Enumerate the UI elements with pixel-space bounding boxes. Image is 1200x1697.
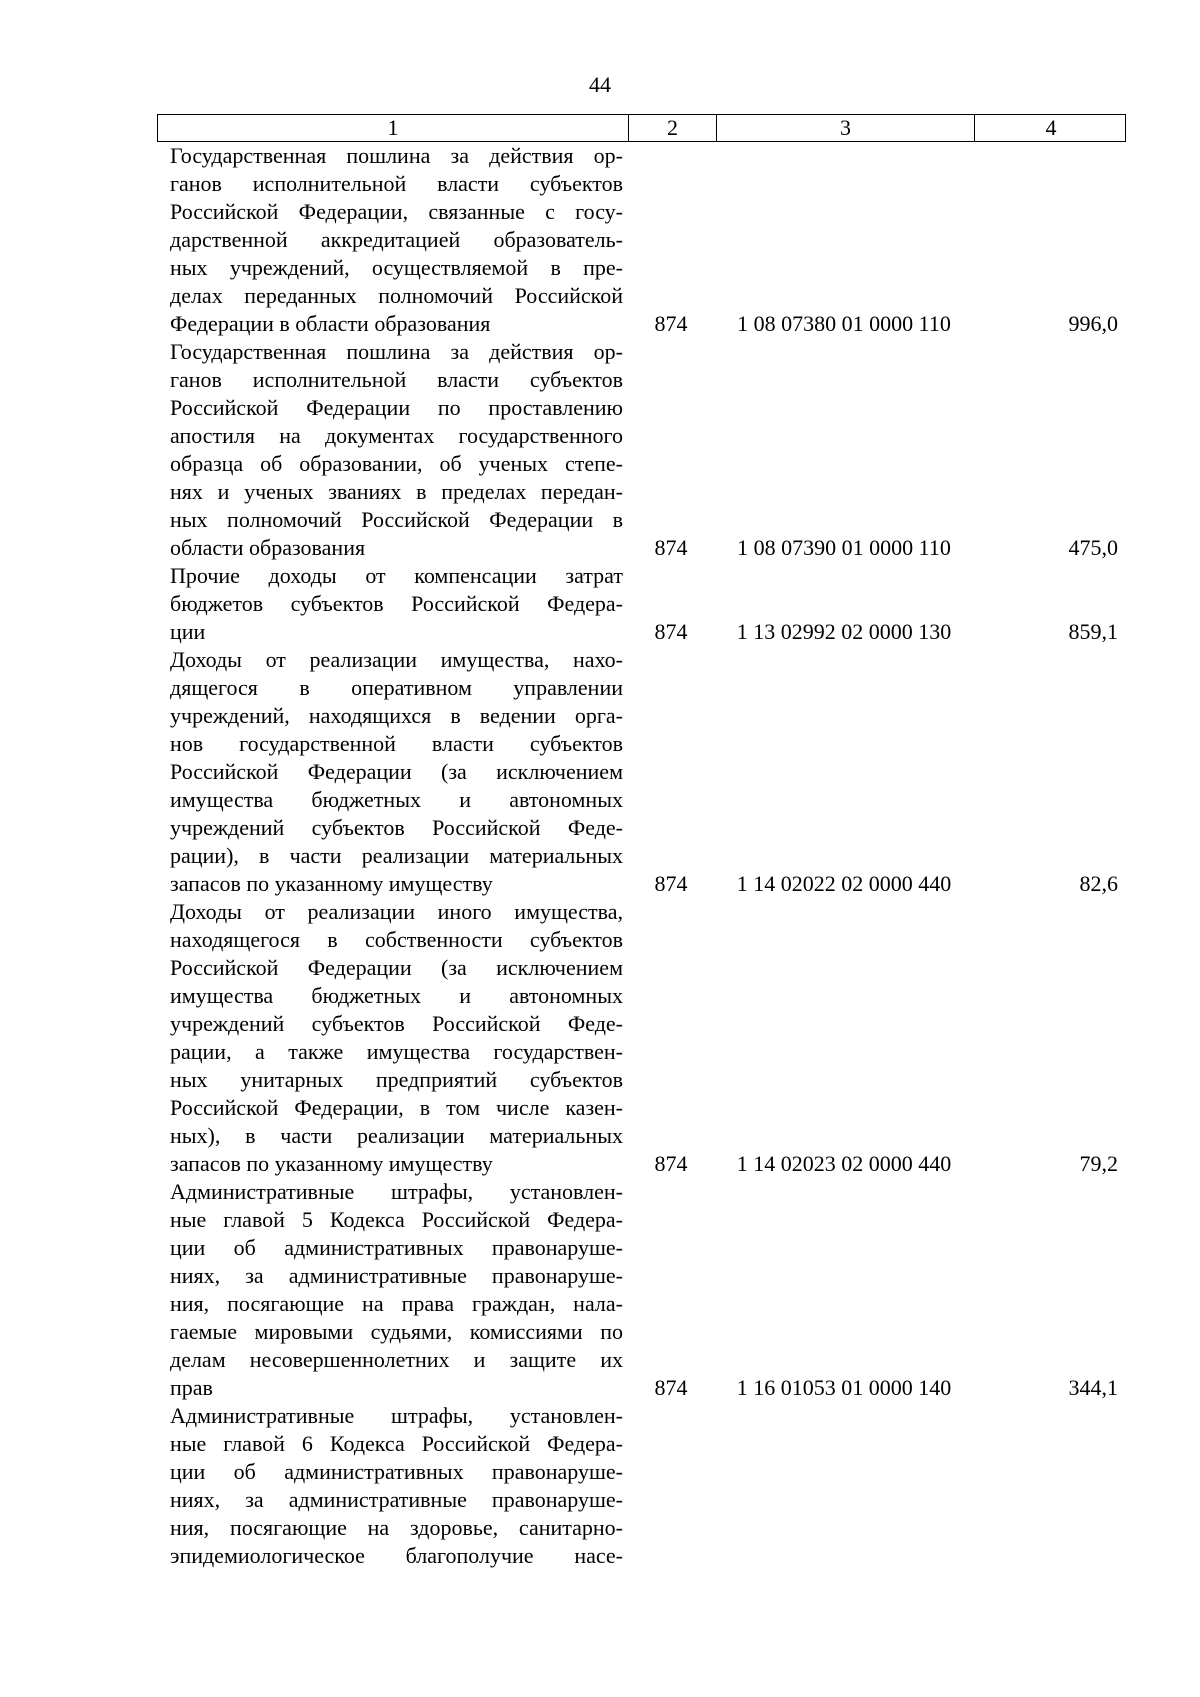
revenue-name-line: Государственная пошлина за действия ор- bbox=[170, 339, 623, 364]
admin-code-cell: 874 bbox=[654, 311, 688, 336]
admin-code-cell: 874 bbox=[654, 871, 688, 896]
budget-code-cell: 1 13 02992 02 0000 130 bbox=[736, 619, 952, 644]
revenue-name-line: ниях, за административные правонаруше- bbox=[170, 1263, 623, 1288]
revenue-name-line: рации, а также имущества государствен- bbox=[170, 1039, 623, 1064]
revenue-name-line: ции об административных правонаруше- bbox=[170, 1235, 623, 1260]
revenue-name-line: находящегося в собственности субъектов bbox=[170, 927, 623, 952]
revenue-name-line: Российской Федерации (за исключением bbox=[170, 759, 623, 784]
revenue-name-line: запасов по указанному имуществу bbox=[170, 1151, 493, 1176]
revenue-name-line: нях и ученых званиях в пределах передан- bbox=[170, 479, 623, 504]
revenue-name-line: ции bbox=[170, 619, 206, 644]
header-col-1: 1 bbox=[387, 115, 399, 140]
amount-cell: 79,2 bbox=[1079, 1151, 1118, 1176]
revenue-name-line: гаемые мировыми судьями, комиссиями по bbox=[170, 1319, 623, 1344]
revenue-table bbox=[157, 114, 1126, 1570]
revenue-name-line: эпидемиологическое благополучие насе- bbox=[170, 1543, 623, 1568]
table-row bbox=[157, 142, 1126, 338]
revenue-name-line: Государственная пошлина за действия ор- bbox=[170, 143, 623, 168]
revenue-name-line: апостиля на документах государственного bbox=[170, 423, 623, 448]
revenue-name-line: прав bbox=[170, 1375, 213, 1400]
revenue-name-cell bbox=[157, 1402, 627, 1570]
table-body bbox=[157, 142, 1126, 1570]
revenue-name-line: ные главой 6 Кодекса Российской Федера- bbox=[170, 1431, 623, 1456]
revenue-name-line: Прочие доходы от компенсации затрат bbox=[170, 563, 623, 588]
admin-code-cell: 874 bbox=[654, 1375, 688, 1400]
amount-cell: 859,1 bbox=[1068, 619, 1118, 644]
amount-cell: 344,1 bbox=[1068, 1375, 1118, 1400]
revenue-name-cell bbox=[157, 898, 627, 1178]
table-row bbox=[157, 898, 1126, 1178]
budget-code-cell: 1 08 07380 01 0000 110 bbox=[737, 311, 951, 336]
revenue-name-line: имущества бюджетных и автономных bbox=[170, 787, 623, 812]
table-header bbox=[157, 114, 1126, 142]
revenue-name-line: ганов исполнительной власти субъектов bbox=[170, 367, 623, 392]
budget-code-cell: 1 14 02022 02 0000 440 bbox=[736, 871, 952, 896]
revenue-name-cell bbox=[157, 562, 627, 646]
admin-code-cell: 874 bbox=[654, 535, 688, 560]
revenue-name-line: Доходы от реализации иного имущества, bbox=[170, 899, 623, 924]
revenue-name-line: ции об административных правонаруше- bbox=[170, 1459, 623, 1484]
header-col-3: 3 bbox=[716, 115, 974, 141]
revenue-name-line: ных полномочий Российской Федерации в bbox=[170, 507, 623, 532]
revenue-name-line: Административные штрафы, установлен- bbox=[170, 1179, 623, 1204]
revenue-name-line: дящегося в оперативном управлении bbox=[170, 675, 623, 700]
revenue-name-line: делах переданных полномочий Российской bbox=[170, 283, 623, 308]
budget-code-cell: 1 08 07390 01 0000 110 bbox=[737, 535, 951, 560]
revenue-name-line: ния, посягающие на права граждан, нала- bbox=[170, 1291, 623, 1316]
revenue-name-line: ниях, за административные правонаруше- bbox=[170, 1487, 623, 1512]
revenue-name-cell bbox=[157, 338, 627, 562]
revenue-name-line: Российской Федерации, связанные с госу- bbox=[170, 199, 623, 224]
revenue-name-line: учреждений субъектов Российской Феде- bbox=[170, 1011, 623, 1036]
budget-code-cell: 1 16 01053 01 0000 140 bbox=[736, 1375, 952, 1400]
revenue-name-line: Административные штрафы, установлен- bbox=[170, 1403, 623, 1428]
revenue-name-line: бюджетов субъектов Российской Федера- bbox=[170, 591, 623, 616]
revenue-name-line: запасов по указанному имуществу bbox=[170, 871, 493, 896]
revenue-name-line: Российской Федерации по проставлению bbox=[170, 395, 623, 420]
revenue-name-line: ные главой 5 Кодекса Российской Федера- bbox=[170, 1207, 623, 1232]
revenue-name-line: ния, посягающие на здоровье, санитарно- bbox=[170, 1515, 623, 1540]
revenue-name-line: рации), в части реализации материальных bbox=[170, 843, 623, 868]
table-row bbox=[157, 1178, 1126, 1402]
header-col-2: 2 bbox=[628, 115, 716, 141]
table-row bbox=[157, 1402, 1126, 1570]
table-row bbox=[157, 646, 1126, 898]
admin-code-cell: 874 bbox=[654, 619, 688, 644]
revenue-name-line: учреждений, находящихся в ведении орга- bbox=[170, 703, 623, 728]
revenue-name-line: ганов исполнительной власти субъектов bbox=[170, 171, 623, 196]
table-row bbox=[157, 338, 1126, 562]
revenue-name-line: Российской Федерации, в том числе казен- bbox=[170, 1095, 623, 1120]
revenue-name-line: Российской Федерации (за исключением bbox=[170, 955, 623, 980]
table-row bbox=[157, 562, 1126, 646]
revenue-name-cell bbox=[157, 142, 627, 338]
revenue-name-line: ных учреждений, осуществляемой в пре- bbox=[170, 255, 623, 280]
revenue-name-line: Федерации в области образования bbox=[170, 311, 491, 336]
page-number: 44 bbox=[589, 72, 611, 97]
revenue-name-cell bbox=[157, 1178, 627, 1402]
admin-code-cell: 874 bbox=[654, 1151, 688, 1176]
revenue-name-line: имущества бюджетных и автономных bbox=[170, 983, 623, 1008]
header-col-4: 4 bbox=[974, 115, 1127, 141]
revenue-name-line: Доходы от реализации имущества, нахо- bbox=[170, 647, 623, 672]
revenue-name-line: области образования bbox=[170, 535, 366, 560]
revenue-name-line: ных унитарных предприятий субъектов bbox=[170, 1067, 623, 1092]
amount-cell: 996,0 bbox=[1068, 311, 1118, 336]
revenue-name-cell bbox=[157, 646, 627, 898]
revenue-name-line: нов государственной власти субъектов bbox=[170, 731, 623, 756]
amount-cell: 475,0 bbox=[1068, 535, 1118, 560]
revenue-name-line: дарственной аккредитацией образователь- bbox=[170, 227, 623, 252]
revenue-name-line: делам несовершеннолетних и защите их bbox=[170, 1347, 623, 1372]
revenue-name-line: ных), в части реализации материальных bbox=[170, 1123, 623, 1148]
revenue-name-line: учреждений субъектов Российской Феде- bbox=[170, 815, 623, 840]
revenue-name-line: образца об образовании, об ученых степе- bbox=[170, 451, 623, 476]
amount-cell: 82,6 bbox=[1079, 871, 1118, 896]
budget-code-cell: 1 14 02023 02 0000 440 bbox=[736, 1151, 952, 1176]
